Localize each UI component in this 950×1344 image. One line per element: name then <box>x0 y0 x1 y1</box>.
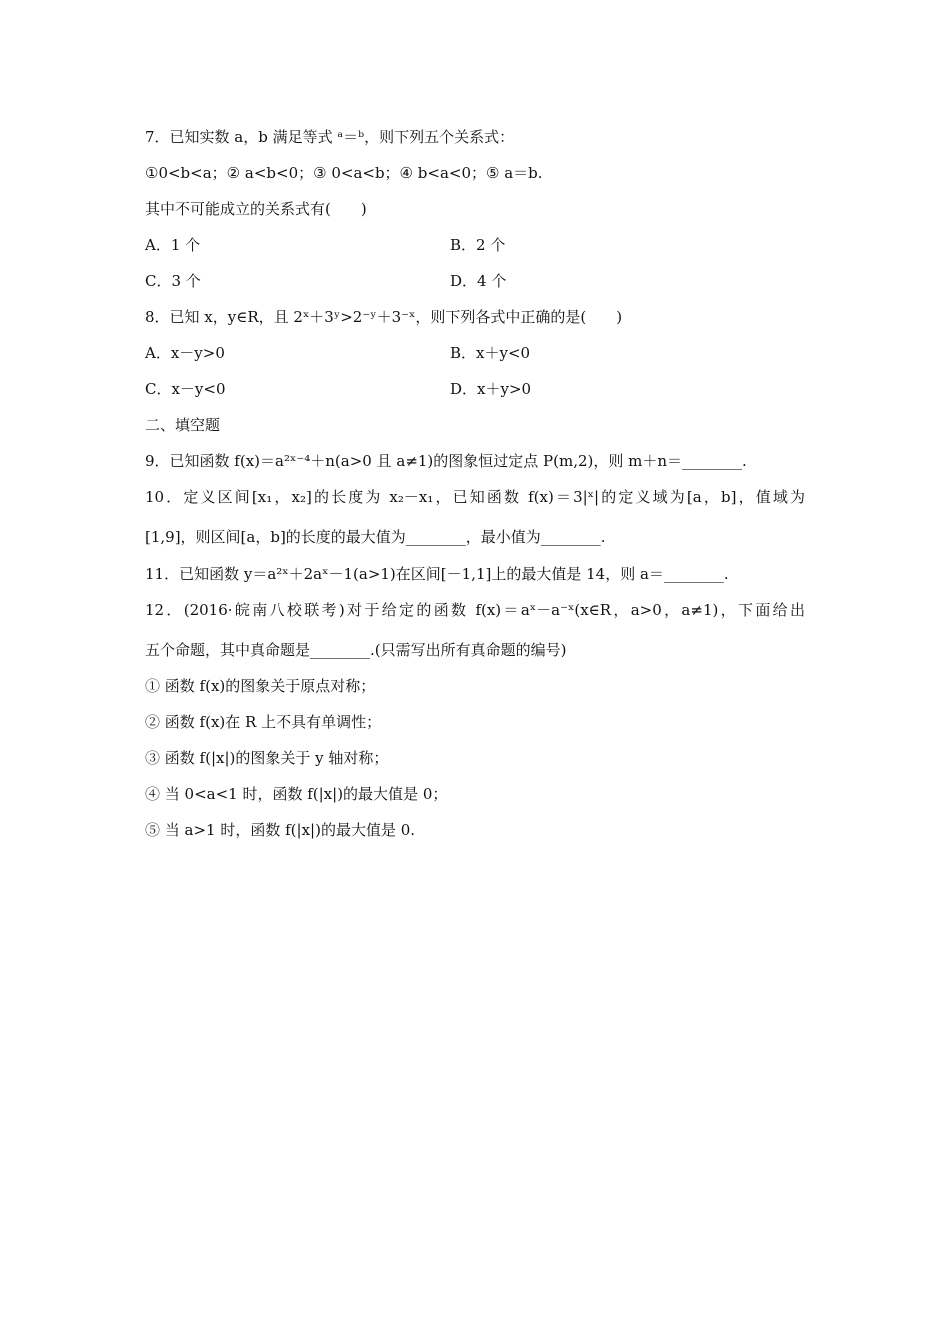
q10-line1: 10．定义区间[x₁，x₂]的长度为 x₂－x₁，已知函数 f(x)＝3|ˣ|的定义域为[a，b]，值域为 <box>145 488 805 506</box>
q7-option-d: D．4 个 <box>450 272 507 290</box>
q12-item-1: ① 函数 f(x)的图象关于原点对称； <box>145 677 376 695</box>
q8-stem: 8．已知 x，y∈R，且 2ˣ＋3ʸ>2⁻ʸ＋3⁻ˣ，则下列各式中正确的是( ) <box>145 308 623 326</box>
q8-option-c: C．x－y<0 <box>145 380 226 398</box>
q12-line2: 五个命题，其中真命题是________.(只需写出所有真命题的编号) <box>145 641 567 659</box>
section-heading-fill-in: 二、填空题 <box>145 416 221 434</box>
q7-option-a: A．1 个 <box>145 236 201 254</box>
q7-ask: 其中不可能成立的关系式有( ) <box>145 200 367 218</box>
q12-item-5: ⑤ 当 a>1 时，函数 f(|x|)的最大值是 0. <box>145 821 416 839</box>
q12-item-2: ② 函数 f(x)在 R 上不具有单调性； <box>145 713 382 731</box>
q12-item-4: ④ 当 0<a<1 时，函数 f(|x|)的最大值是 0； <box>145 785 448 803</box>
q7-option-c: C．3 个 <box>145 272 201 290</box>
q8-option-b: B．x＋y<0 <box>450 344 531 362</box>
q10-line2: [1,9]，则区间[a，b]的长度的最大值为________，最小值为________. <box>145 528 606 546</box>
q7-stem: 7．已知实数 a，b 满足等式 ᵃ＝ᵇ，则下列五个关系式： <box>145 128 515 146</box>
q8-option-d: D．x＋y>0 <box>450 380 532 398</box>
q11: 11．已知函数 y＝a²ˣ＋2aˣ－1(a>1)在区间[－1,1]上的最大值是 14，则 a＝________. <box>145 565 729 583</box>
q9: 9．已知函数 f(x)＝a²ˣ⁻⁴＋n(a>0 且 a≠1)的图象恒过定点 P(m,2)，则 m＋n＝________. <box>145 452 747 470</box>
q7-relations: ①0<b<a；② a<b<0；③ 0<a<b；④ b<a<0；⑤ a＝b. <box>145 164 543 182</box>
q7-option-b: B．2 个 <box>450 236 506 254</box>
q12-line1: 12．(2016·皖南八校联考)对于给定的函数 f(x)＝aˣ－a⁻ˣ(x∈R，a>0，a≠1)，下面给出 <box>145 601 805 619</box>
q12-item-3: ③ 函数 f(|x|)的图象关于 y 轴对称； <box>145 749 389 767</box>
q8-option-a: A．x－y>0 <box>145 344 225 362</box>
